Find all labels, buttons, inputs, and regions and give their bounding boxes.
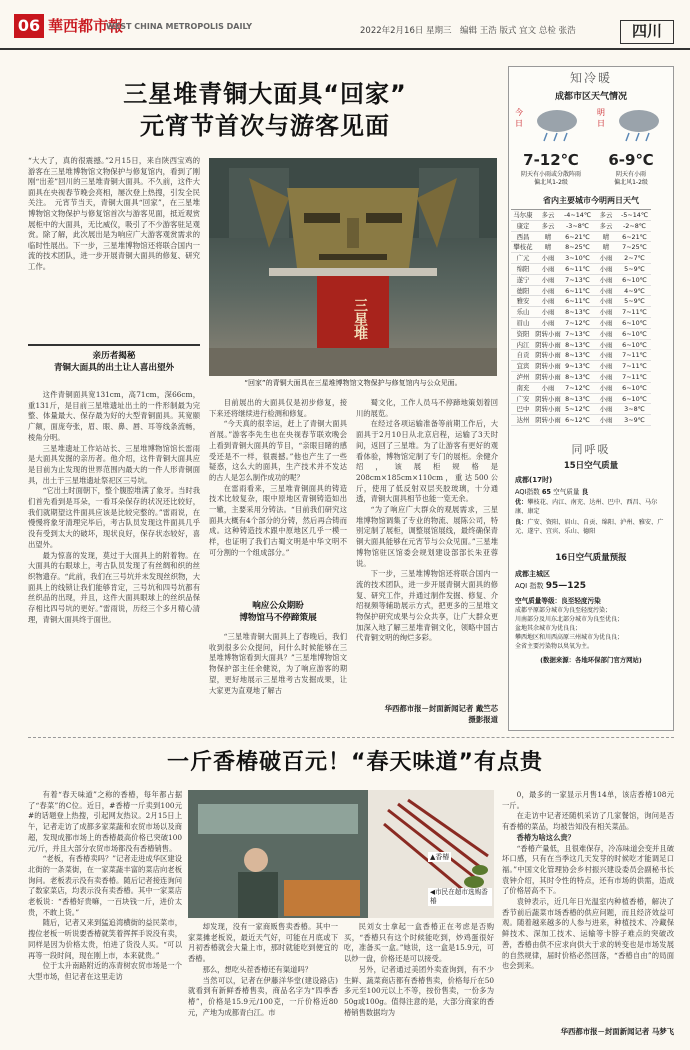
city-row [511, 415, 651, 426]
city-cell: 晴 [602, 232, 610, 241]
city-cell: 6~11℃ [565, 286, 590, 295]
city-cell: 达州 [516, 416, 530, 425]
main-area: 成都主城区 [515, 570, 550, 578]
city-row [511, 372, 651, 383]
city-cell: 6~10℃ [622, 383, 647, 392]
paragraph: “为了响应广大群众的观展需求，三星堆博物馆调集了专业的物流、展陈公司，特别定制了展柜，调整展馆展线，最终确保青铜大面具能够在元宵节与公众见面。”三星堆博物馆驻区馆委会规划建设部部长朱亚蓉说。 [356, 505, 498, 568]
city-cell: 7~13℃ [565, 329, 590, 338]
paragraph: 那么，想吃头茬香椿还有渠道吗？ [202, 964, 313, 974]
air-time: 成都(17时) [515, 476, 553, 484]
paragraph: 袁钟表示，近几年日光温室内种植香椿，解决了香节前后蔬菜市场香椿的供应问题，而且经济效益可观。随着越来越多的人参与进来，种植技术、冷藏保鲜技术、深加工技术、运输等卡脖子难点的突破改善，香椿由供不应求向供大于求的转变也是市场发展的自然规律，届时价格必然回落，“香椿自由”的局面也会到来。 [502, 897, 674, 971]
paper-name-en: WEST CHINA METROPOLIS DAILY [106, 22, 253, 31]
city-weather-table [511, 209, 651, 426]
city-cell: 晴 [544, 232, 552, 241]
air-banner: 同呼吸 [571, 443, 611, 456]
photo-caption: “回家”的青铜大面具在三星堆博物馆文物保护与修复馆内与公众见面。 [244, 379, 462, 387]
city-cell: 康定 [516, 221, 530, 230]
city-row [511, 404, 651, 415]
air-title-1: 15日空气质量 [563, 461, 619, 471]
paragraph: 下一步，三星堆博物馆还将联合国内一流的技术团队，进一步开展青铜大面具的修复、研究工作，并通过制作发掘、修复、介绍视频等辅助展示方式，把更多的三星堆文物保护研究成果与公众共享，让广大群众更加深入地了解三星堆青铜文化，领略中国古代青铜文明的绚烂多彩。 [356, 569, 498, 643]
forecast-line: 攀西地区和川西高原三州城市为优良良； [515, 634, 624, 641]
city-cell: 5~9℃ [624, 264, 645, 273]
aqi-value: 65 [541, 488, 552, 496]
city-cell: 小雨 [599, 416, 613, 425]
city-cell: 阴转小雨 [535, 416, 561, 425]
city-cell: 多云 [599, 221, 613, 230]
paragraph: 当然可以，记者在伊藤洋华堂(建设路店)就看到有新鲜香椿售卖，商品名字为“四季香椿”，价格是15.9元/100克，一斤价格近80元，产地为成都青白江。市 [188, 975, 338, 1017]
city-cell: 阴转小雨 [535, 351, 561, 360]
display-stand-label: 三星堆 [352, 298, 368, 340]
city-cell: 6~10℃ [622, 318, 647, 327]
city-cell: 小雨 [599, 275, 613, 284]
city-cell: 巴中 [516, 405, 530, 414]
city-cell: 8~13℃ [565, 340, 590, 349]
city-cell: 6~11℃ [565, 264, 590, 273]
city-cell: 5~9℃ [624, 297, 645, 306]
city-row [511, 210, 651, 221]
air-source: (数据来源：各地环保部门官方网站) [540, 656, 642, 664]
article2-headline: 一斤香椿破百元！“春天味道”有点贵 [167, 750, 543, 775]
city-cell: 6~21℃ [565, 232, 590, 241]
air-aqi [515, 486, 669, 496]
weather-air-panel [508, 66, 674, 731]
forecast-lines [515, 606, 671, 651]
city-cell: -5~14℃ [620, 211, 649, 219]
paragraph: 随后，记者又来到猛追湾横街的益民菜市，搜位老板一听说要香椿就笑着挥挥手说没有卖，同样是因为价格太贵，怕进了货没人买。“可以再等一段时间，现在刚上市，本来就贵。” [28, 918, 182, 960]
paragraph: 最为惊喜的发现，莫过于大面具上的附着物。在大面具的右眼球上，考古队员发现了有丝绸和织的丝织物遗存。“此前，我们在三号坑并未发现丝织物，大面具上的线锁让我们能够肯定，三号坑和四号坑都有丝织品的出现，并且，这件大面具眼球上的丝织品保存相比四号坑的更好。”雷雨说，历经三个多月精心清理，青铜大面具终于面世。 [28, 550, 200, 624]
paragraph: “它出土时面朝下，整个腹腔堆满了象牙。当时我们首先看到是耳朵，一看耳朵保存的状况还比较好，我们就期望这件面具应该是比较完整的。”雷雨说，在慢慢将象牙清理完毕后，考古队员发现这件面具几乎没有受到太大的破坏，现状良好，保存状态较好，喜出望外。 [28, 486, 200, 549]
city-cell: 小雨 [599, 362, 613, 371]
city-cell: 7~12℃ [565, 318, 590, 327]
city-cell: 马尔康 [513, 211, 533, 219]
city-cell: 宜宾 [516, 362, 530, 371]
bronze-mask-photo [209, 158, 497, 376]
city-cell: -4~14℃ [563, 211, 592, 219]
aqi-grade: 良 [581, 488, 589, 496]
paragraph: 却发现，没有一家商贩售卖香椿。其中一家菜摊老板说，最近天气好，可能在月底或下月初香椿就会大量上市，那时就能吃到便宜的香椿。 [188, 922, 338, 964]
city-cell: 小雨 [541, 297, 555, 306]
forecast-line: 盆地其余城市为优良良； [515, 625, 582, 632]
excellent-cities: 攀枝花、内江、南充、达州、巴中、西昌、马尔康、康定 [515, 499, 658, 515]
city-cell: 6~10℃ [622, 329, 647, 338]
city-cell: 多云 [599, 211, 613, 219]
mask-illustration [209, 158, 497, 376]
city-cell: 眉山 [516, 318, 530, 327]
city-cell: 多云 [541, 221, 555, 230]
byline-reporter: 华西都市报－封面新闻记者 戴竺芯 [384, 704, 498, 713]
city-cell: 3~10℃ [565, 254, 590, 263]
city-cell: 广安 [516, 394, 530, 403]
city-cell: 攀枝花 [513, 243, 533, 252]
city-cell: 西昌 [516, 232, 530, 241]
city-row [511, 275, 651, 286]
paragraph: “老板，有香椿卖吗？”记者走进成华区建设北街的一条菜街，在一家菜蔬丰富的菜店向老板询问。老板表示没有卖香椿。随后记者接连询问了数家菜店，均表示没有卖香椿。其中一家菜店老板说：“香椿好贵嘛，一百块钱一斤，进价太贵，不敢上货。” [28, 854, 182, 917]
city-cell: 自贡 [516, 351, 530, 360]
weather-title: 成都市区天气情况 [554, 92, 627, 102]
city-cell: 6~10℃ [622, 275, 647, 284]
page-header [0, 0, 690, 50]
tomorrow-temp: 6-9℃ [608, 151, 654, 169]
city-row [511, 340, 651, 351]
tomorrow-desc-line: 阴天有小雨 [615, 171, 646, 178]
rain-cloud-icon [613, 107, 665, 143]
city-cell: 小雨 [599, 351, 613, 360]
city-cell: 小雨 [541, 286, 555, 295]
article2-column-4 [502, 790, 674, 1022]
paragraph: 位于太升南路附近的冻青树农贸市场是一个大型市场，但记者在这里走访 [28, 961, 182, 981]
city-cell: 4~9℃ [624, 286, 645, 295]
city-cell: 小雨 [541, 308, 555, 317]
lead-paragraph: “大大了，真的很震撼。”2月15日，来自陕西宝鸡的游客在三星堆博物馆文物保护与修复馆内，看到了刚刚“出差”回川的三星堆青铜大面具。不久前，这件大面具在央视春节晚会亮相，屡次登上热搜，引发全民关注。 元宵节当天，青铜大面具“回家”，在三星堆博物馆文物保护与修复馆首次与游客见面，抵近观赏展柜中的大面具，无比威仪，吸引了不少游客驻足观赏。除了解，此次展出是为响应广大游客观赏需求的临时性展出。下一步，三星堆博物馆还将联合国内一流的技术团队，进一步开展青铜大面具的修复、研究工作。 [28, 156, 200, 271]
city-cell: 6~10℃ [622, 394, 647, 403]
city-cell: 小雨 [599, 405, 613, 414]
city-cell: 小雨 [599, 308, 613, 317]
paragraph: 在雷雨看来，三星堆青铜面具的铸造技术比较复杂，眼中原地区青铜铸造如出一辙，主要采用分铸法。“目前我们研究这面具大概有4个部分的分铸，然后再合铸而成。这种铸造技术跟中原地区几乎一模一样，也证明了我们古蜀文明是中华文明不可分割的一个组成部分。” [209, 483, 347, 557]
article-column-1 [28, 390, 200, 730]
aqi-label-2: AQI 指数 [515, 582, 544, 590]
forecast-line: 成都平原部分城市为良至轻度污染； [515, 607, 612, 614]
city-cell: 小雨 [599, 297, 613, 306]
photo-caption-1: ▲香椿 [430, 853, 450, 861]
city-cell: 2~7℃ [624, 254, 645, 263]
today-desc-line: 偏北风1-2级 [534, 179, 568, 186]
city-cell: 内江 [516, 340, 530, 349]
city-row [511, 394, 651, 405]
city-cell: 遂宁 [516, 275, 530, 284]
today-label: 今日 [515, 108, 523, 128]
city-cell: 南充 [516, 383, 530, 392]
city-row [511, 383, 651, 394]
article-column-3 [356, 398, 498, 698]
city-cell: 7~11℃ [622, 351, 647, 360]
weather-banner: 知冷暖 [569, 71, 612, 85]
city-cell: 小雨 [599, 340, 613, 349]
article2-column-3 [344, 922, 494, 1042]
city-cell: 8~25℃ [565, 243, 590, 252]
aqi-grade-label: 空气质量 [553, 488, 580, 496]
city-cell: -3~8℃ [566, 221, 589, 230]
paragraph: “三星堆青铜大面具上了春晚后，我们收到很多公众提问，问什么时候能够在三星堆博物馆看到大面具？”三星堆博物馆文物保护部主任余健说，为了响应游客的期望，更好地展示三星堆考古发掘成果，让大家更为直观地了解古 [209, 632, 347, 695]
city-cell: 小雨 [541, 264, 555, 273]
subhead-1-line2: 青铜大面具的出土让人喜出望外 [53, 363, 175, 373]
city-cell: 小雨 [541, 254, 555, 263]
today-desc [513, 171, 589, 187]
photo-caption-2: ◀市民在超市选购香椿 [428, 888, 492, 906]
city-table-title: 省内主要城市今明两日天气 [543, 196, 639, 205]
paragraph: 另外，记者通过美团外卖查询到，有不少生鲜、蔬菜商店都有香椿售卖，价格每斤在50多元至100元以上不等，按份售卖，一份多为50g或100g。值得注意的是，大部分商家的香椿销售数据均为 [344, 964, 494, 1017]
city-cell: 资阳 [516, 329, 530, 338]
forecast-aqi [515, 581, 669, 591]
city-row [511, 221, 651, 232]
paragraph: “今天真的很幸运，赶上了青铜大面具首展。”游客李先生也在央视春节联欢晚会上看到青铜大面具的节目，“亲眼目睹的感受还是不一样，很震撼。”他也产生了一些疑惑，这么大的面具，生产技术并不发达的古人是怎么制作成功的呢？ [209, 419, 347, 482]
city-cell: 广元 [516, 254, 530, 263]
byline-photo: 摄影报道 [468, 715, 498, 724]
city-cell: 小雨 [599, 318, 613, 327]
today-desc-line: 阴天有小雨或分散阵雨 [520, 171, 581, 178]
city-cell: 阴转小雨 [535, 372, 561, 381]
city-cell: 阴转小雨 [535, 405, 561, 414]
city-cell: 8~13℃ [565, 372, 590, 381]
city-cell: 阴转小雨 [535, 340, 561, 349]
city-cell: 小雨 [599, 372, 613, 381]
aqi-label: AQI指数 [515, 488, 540, 496]
city-cell: 3~9℃ [624, 416, 645, 425]
paragraph: 香椿为啥这么贵？ [516, 832, 575, 842]
paragraph: 蜀文化，工作人员马不停蹄地策划着回川的展览。 [356, 398, 498, 418]
city-cell: 6~11℃ [565, 297, 590, 306]
city-cell: 9~13℃ [565, 362, 590, 371]
city-cell: 7~25℃ [622, 243, 647, 252]
excellent-label: 优： [515, 499, 528, 506]
city-row [511, 232, 651, 243]
city-cell: 6~21℃ [622, 232, 647, 241]
city-cell: 小雨 [599, 329, 613, 338]
subhead-2-line2: 博物馆马不停蹄策展 [239, 613, 317, 623]
city-cell: 小雨 [541, 275, 555, 284]
article2-column-1 [28, 790, 182, 1042]
air-excellent [515, 498, 669, 516]
subhead-2-line1: 响应公众期盼 [252, 601, 304, 611]
city-row [511, 296, 651, 307]
article2-column-2 [188, 922, 338, 1042]
city-cell: 多云 [541, 211, 555, 219]
paragraph: 这件青铜面具宽131cm，高71cm，深66cm，重131斤，是目前三星堆遗址出土的一件形制最为完整、体量最大、保存最为好的大型青铜面具。其宽颐广额，面庞夸张，眉、眼、鼻、唇、耳等线条流畅，棱角分明。 [28, 390, 200, 442]
paragraph: 目前展出的大面具仅是初步修复，接下来还将继续进行检测和修复。 [209, 398, 347, 418]
tomorrow-desc-line: 偏北风1-2级 [614, 179, 648, 186]
paragraph: 0，最多的一家显示月售14单，该店香椿108元一斤。 [502, 790, 674, 810]
dateline: 2022年2月16日 星期三 编辑 王浩 版式 宜文 总检 张浩 [360, 26, 576, 36]
paragraph: 民刘女士拿起一盒香椿正在考虑是否购买，“香椿只有这个时候能吃到，炒鸡蛋很好吃，准备买一盒。”她说，这一盒是15.9元，可以炒一盘，价格还是可以接受。 [344, 922, 494, 964]
city-cell: 3~8℃ [624, 405, 645, 414]
city-cell: 阴转小雨 [535, 362, 561, 371]
city-cell: 6~12℃ [565, 416, 590, 425]
today-temp: 7-12℃ [523, 151, 579, 169]
paragraph: 有着“春天味道”之称的香椿，每年都占据了“春菜”的C位。近日，#香椿一斤卖到100元#的话题登上热搜，引起网友热议。2月15日上午，记者走访了成都多家菜蔬和农贸市场以及商超，发现成都市场上的香椿最高价格已突破100元/斤，并且大部分农贸市场都没有香椿销售。 [28, 790, 182, 853]
city-cell: 小雨 [541, 383, 555, 392]
city-cell: 德阳 [516, 286, 530, 295]
subhead-2 [209, 600, 347, 628]
city-cell: 小雨 [541, 318, 555, 327]
city-cell: 小雨 [599, 383, 613, 392]
city-cell: 7~11℃ [622, 308, 647, 317]
city-row [511, 307, 651, 318]
article-column-2b [209, 632, 347, 732]
city-cell: 晴 [544, 243, 552, 252]
city-row [511, 242, 651, 253]
city-cell: 小雨 [599, 264, 613, 273]
city-cell: 7~12℃ [565, 383, 590, 392]
city-cell: 乐山 [516, 308, 530, 317]
headline-line2: 元宵节首次与游客见面 [140, 112, 390, 140]
city-cell: 5~12℃ [565, 405, 590, 414]
city-cell: 绵阳 [516, 264, 530, 273]
city-row [511, 361, 651, 372]
city-cell: 雅安 [516, 297, 530, 306]
forecast-line: 全省主要污染物以臭氧为主。 [515, 643, 594, 650]
city-cell: 小雨 [599, 394, 613, 403]
article-column-2 [209, 398, 347, 598]
section-divider [28, 737, 674, 738]
city-row [511, 253, 651, 264]
rain-cloud-icon [531, 107, 583, 143]
city-row [511, 329, 651, 340]
subhead-1 [28, 344, 200, 384]
aqi-range: 95—125 [545, 581, 587, 591]
region-label: 四川 [620, 20, 674, 44]
city-cell: 8~13℃ [565, 351, 590, 360]
city-cell: 8~13℃ [565, 394, 590, 403]
byline-2: 华西都市报－封面新闻记者 马梦飞 [560, 1027, 674, 1036]
city-cell: 阴转小雨 [535, 329, 561, 338]
tomorrow-desc [593, 171, 669, 187]
city-cell: 7~11℃ [622, 372, 647, 381]
city-cell: 泸州 [516, 372, 530, 381]
market-photo [188, 790, 494, 918]
city-cell: 小雨 [599, 286, 613, 295]
city-cell: 7~13℃ [565, 275, 590, 284]
city-cell: 6~10℃ [622, 340, 647, 349]
city-cell: 晴 [602, 243, 610, 252]
forecast-grade: 空气质量等级：良至轻度污染 [515, 597, 601, 605]
paragraph: “香椿产量低，且很难保存，冷冻味道会变并且破坏口感，只有在当季这几天发芽的时候吃才能调足口福。”中国文化管理协会乡村振兴建设委员会副秘书长袁钟介绍，其时令性的特点，还有市场的供需，造成了价格居高不下。 [502, 843, 674, 896]
forecast-line: 川南部分及川东北部分城市为良至优良； [515, 616, 624, 623]
city-row [511, 286, 651, 297]
air-good [515, 518, 669, 536]
tomorrow-label: 明日 [597, 108, 605, 128]
city-row [511, 264, 651, 275]
byline-1 [356, 703, 498, 725]
good-cities: 广安、资阳、眉山、自贡、绵阳、泸州、雅安、广元、遂宁、宜宾、乐山、德阳 [515, 519, 664, 535]
city-cell: 阴转小雨 [535, 394, 561, 403]
city-row [511, 350, 651, 361]
city-cell: 7~11℃ [622, 362, 647, 371]
air-title-2: 16日空气质量预报 [555, 553, 627, 563]
paragraph: 在走访中记者还随机采访了几家餐馆，询问是否有香椿的菜品，均被告知没有相关菜品。 [502, 811, 674, 832]
paper-logo: 華西都市報 [48, 17, 124, 35]
city-cell: 小雨 [599, 254, 613, 263]
city-cell: 8~13℃ [565, 308, 590, 317]
paragraph: 在经过各项运输准备等前期工作后，大面具于2月10日从北京启程，运输了3天时间，返回了三星堆。为了让游客有更好的观看体验，博物馆定制了专门的展柜。余健介绍，该展柜规格是208cm×185cm×110cm，重达500公斤，使用了低反射双层夹胶玻璃，十分通透，青铜大面具相节也能一览无余。 [356, 419, 498, 504]
city-cell: -2~8℃ [623, 221, 646, 230]
good-label: 良： [515, 519, 528, 526]
subhead-1-line1: 亲历者揭秘 [92, 351, 136, 361]
page-number: 06 [14, 14, 44, 38]
paragraph: 三星堆遗址工作站站长、三星堆博物馆馆长雷雨是大面具发掘的亲历者。他介绍，这件青铜大面具应是目前为止发现的世界范围内最大的一件人形青铜面具，出土于三星堆遗址祭祀区三号坑。 [28, 443, 200, 485]
headline-line1: 三星堆青铜大面具“回家” [123, 80, 407, 108]
city-row [511, 318, 651, 329]
